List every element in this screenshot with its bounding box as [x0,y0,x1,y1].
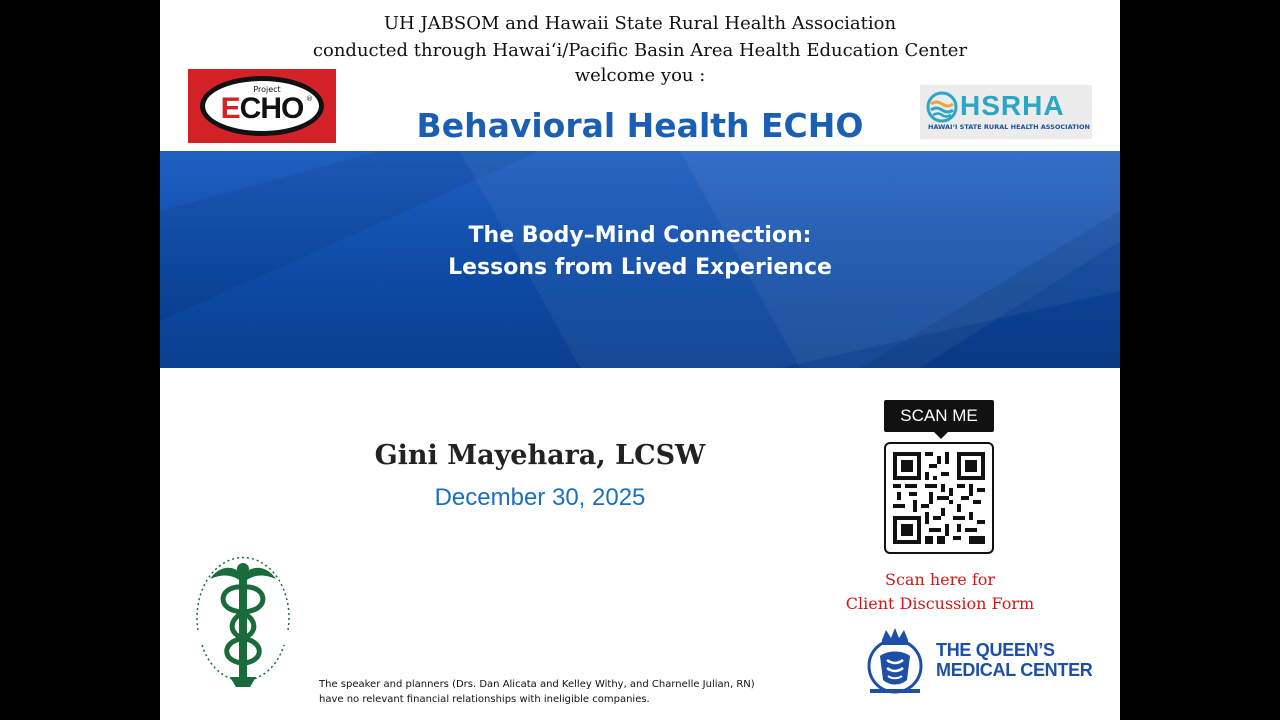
talk-title-line-1: The Body–Mind Connection: [468,223,812,248]
intro-line-3: welcome you : [574,65,706,86]
jabsom-seal-icon [180,545,306,705]
qmc-name-line-2: MEDICAL CENTER [936,660,1093,680]
qmc-name-line-1: THE QUEEN’S [936,640,1055,660]
hsrha-wave-icon [926,91,958,123]
hsrha-logo [920,85,1092,139]
scan-me-badge: SCAN ME [884,400,994,432]
qr-code-frame[interactable] [884,442,994,554]
speaker-name: Gini Mayehara, LCSW [374,440,706,471]
qr-code-icon [893,452,985,544]
qmc-crest-icon [860,626,930,696]
page-title: Behavioral Health ECHO [416,106,864,145]
disclosure-line-2: have no relevant financial relationships with ineligible companies. [319,694,650,705]
echo-logo-project: Project [253,85,281,94]
slide [160,0,1120,720]
scan-caption-line-2: Client Discussion Form [845,594,1035,613]
echo-logo-registered: ® [306,95,313,103]
intro-line-2: conducted through Hawaiʻi/Pacific Basin Area Health Education Center [312,40,968,61]
qmc-logo [860,626,1120,696]
echo-logo-e: E [220,92,240,125]
echo-logo-rest: CHO [239,92,304,125]
disclosure-line-1: The speaker and planners (Drs. Dan Alicata and Kelley Withy, and Charnelle Julian, RN) [319,679,755,690]
talk-title-line-2: Lessons from Lived Experience [448,255,832,280]
intro-line-1: UH JABSOM and Hawaii State Rural Health Association [383,13,897,34]
scan-caption-line-1: Scan here for [884,570,996,589]
hsrha-logo-subtitle: HAWAIʻI STATE RURAL HEALTH ASSOCIATION [928,123,1090,131]
session-date: December 30, 2025 [434,484,646,511]
hsrha-logo-word: HSRHA [960,90,1065,121]
